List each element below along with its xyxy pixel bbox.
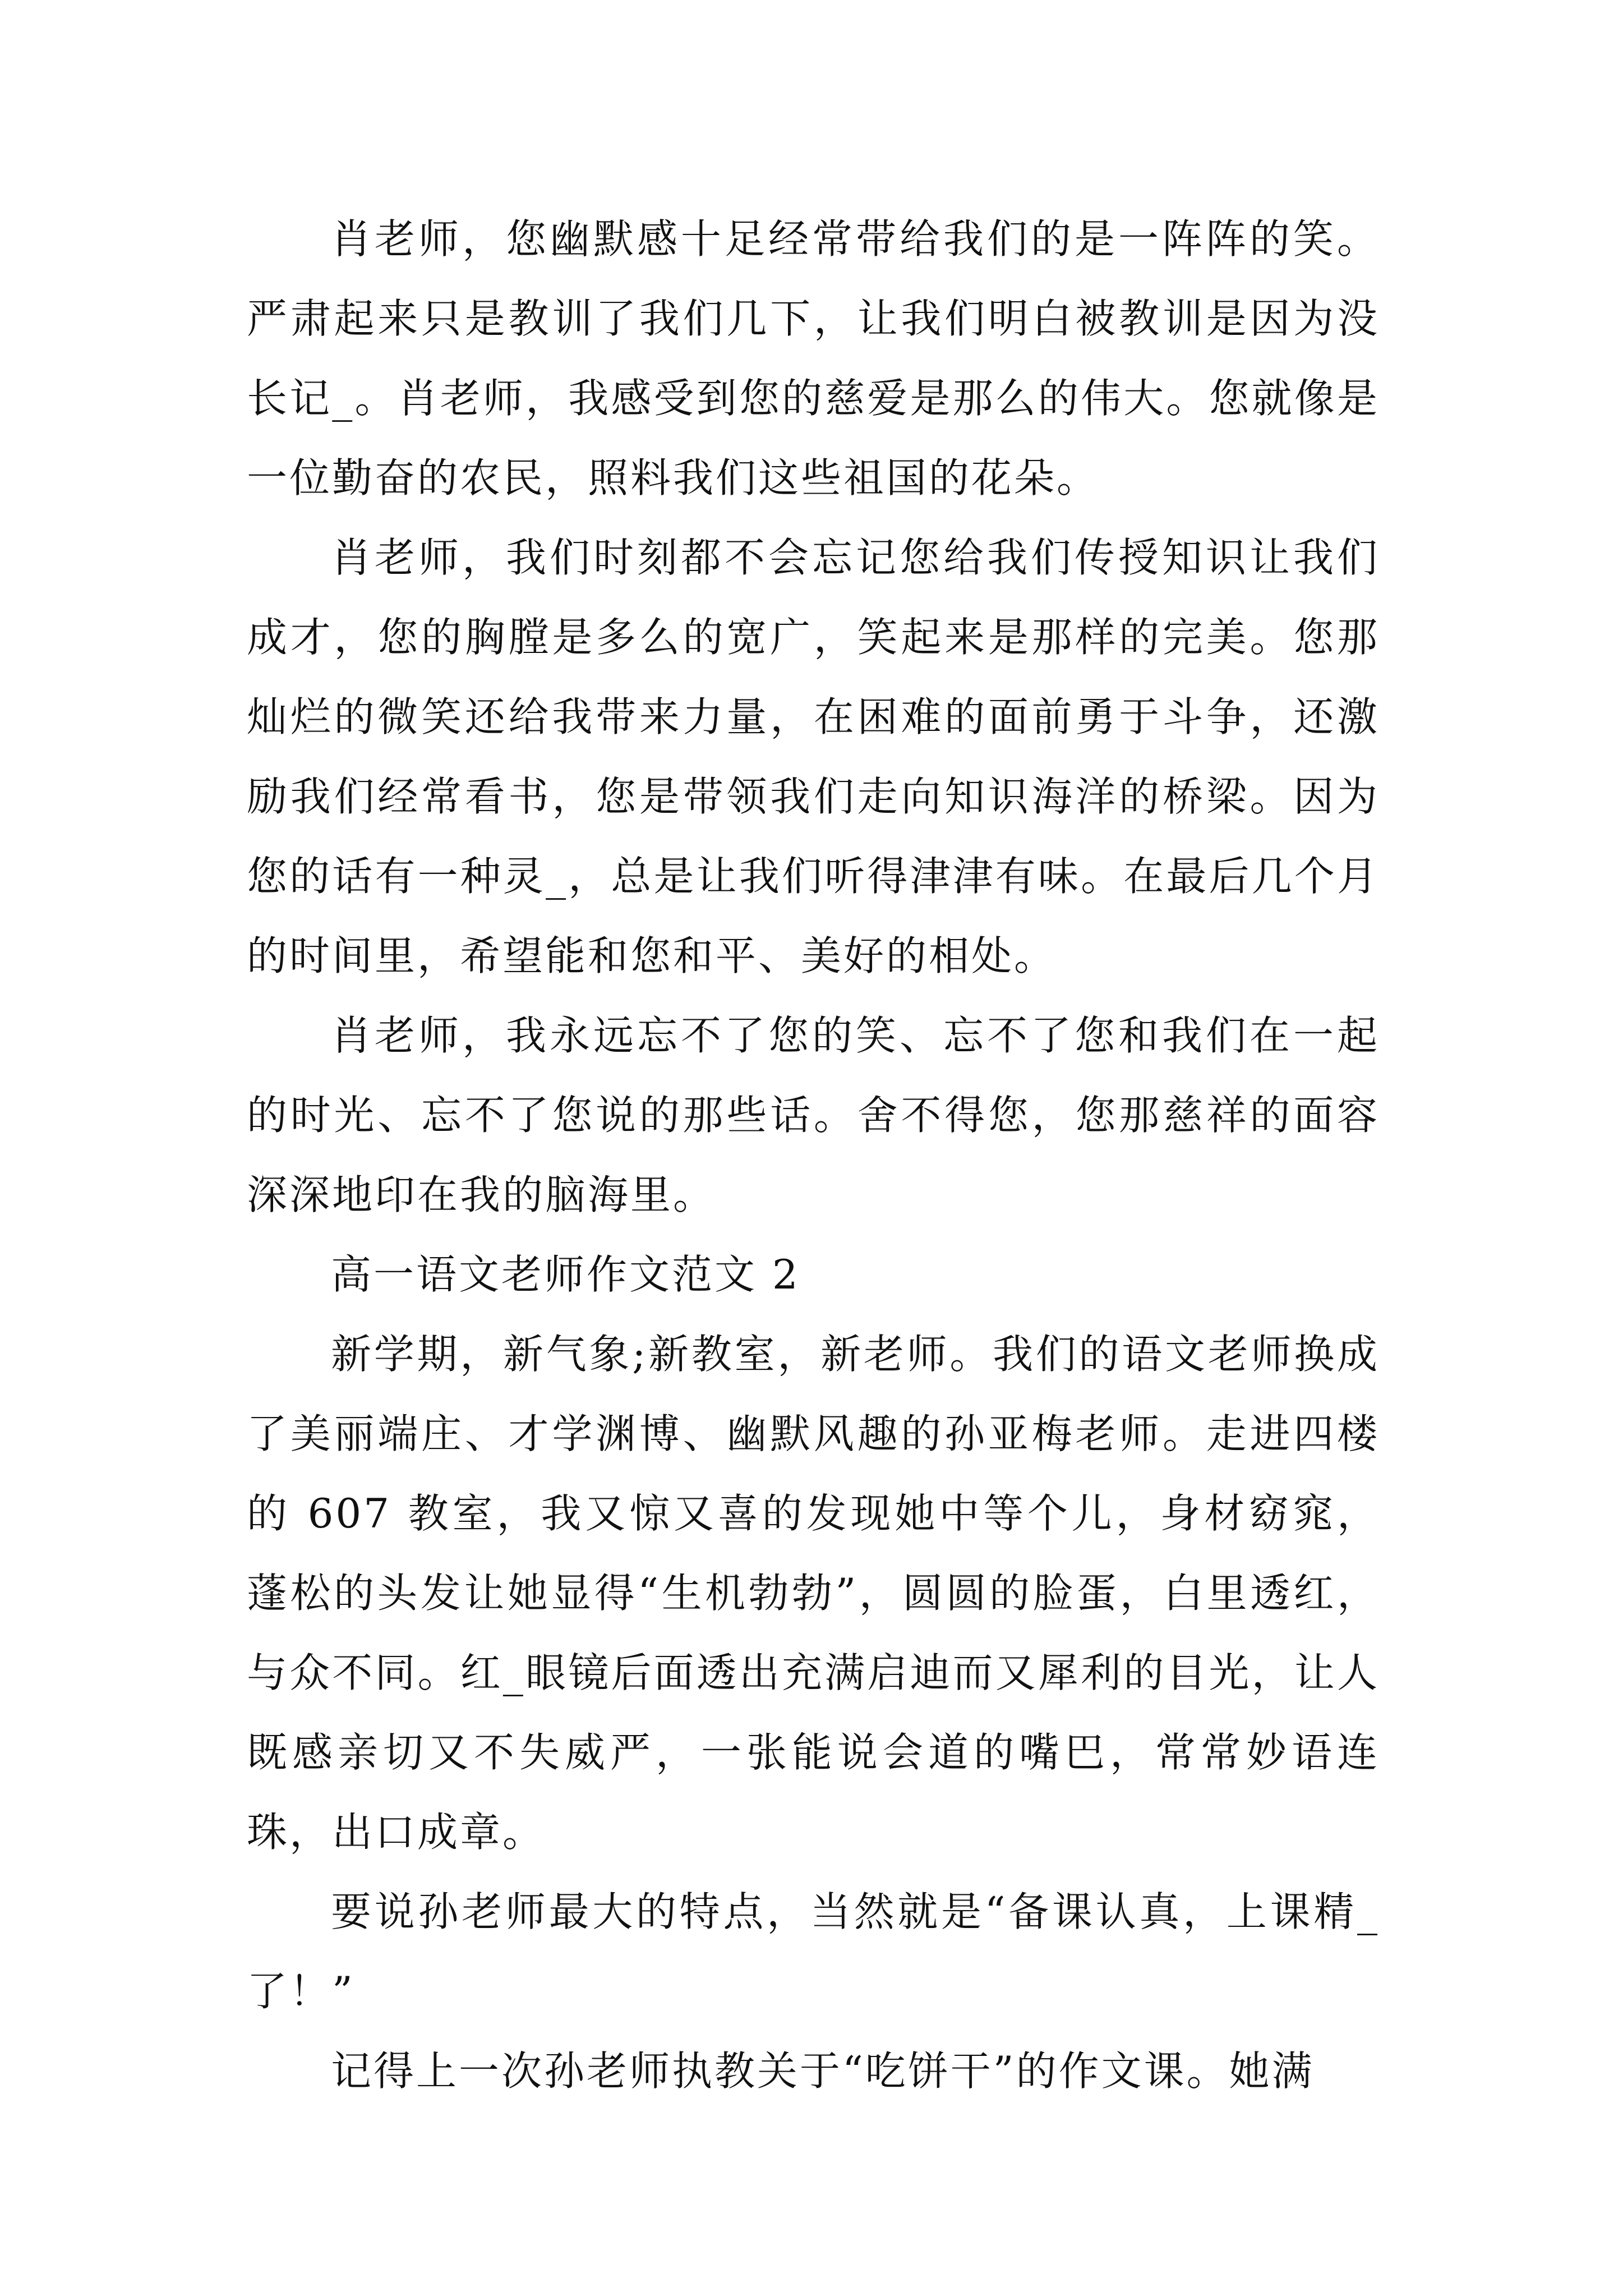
section-title: 高一语文老师作文范文 2	[331, 1251, 800, 1298]
paragraph-5: 要说孙老师最大的特点，当然就是“备课认真，上课精_了！”	[247, 1888, 1380, 2015]
paragraph-1: 肖老师，您幽默感十足经常带给我们的是一阵阵的笑。严肃起来只是教训了我们几下，让我们明白被教训是因为没长记_。肖老师，我感受到您的慈爱是那么的伟大。您就像是一位勤奋的农民，照料我们这些祖国的花朵。	[247, 215, 1380, 501]
paragraph-6: 记得上一次孙老师执教关于“吃饼干”的作文课。她满	[331, 2047, 1315, 2095]
paragraph-2: 肖老师，我们时刻都不会忘记您给我们传授知识让我们成才，您的胸膛是多么的宽广，笑起来是那样的完美。您那灿烂的微笑还给我带来力量，在困难的面前勇于斗争，还激励我们经常看书，您是带领我们走向知识海洋的桥梁。因为您的话有一种灵_，总是让我们听得津津有味。在最后几个月的时间里，希望能和您和平、美好的相处。	[247, 534, 1380, 979]
document-body	[247, 199, 1380, 2111]
paragraph-4: 新学期，新气象;新教室，新老师。我们的语文老师换成了美丽端庄、才学渊博、幽默风趣的孙亚梅老师。走进四楼的 607 教室，我又惊又喜的发现她中等个儿，身材窈窕，蓬松的头发让她显得“生机勃勃”，圆圆的脸蛋，白里透红，与众不同。红_眼镜后面透出充满启迪而又犀利的目光，让人既感亲切又不失威严，一张能说会道的嘴巴，常常妙语连珠，出口成章。	[247, 1331, 1380, 1856]
paragraph-3: 肖老师，我永远忘不了您的笑、忘不了您和我们在一起的时光、忘不了您说的那些话。舍不得您，您那慈祥的面容深深地印在我的脑海里。	[247, 1012, 1380, 1218]
